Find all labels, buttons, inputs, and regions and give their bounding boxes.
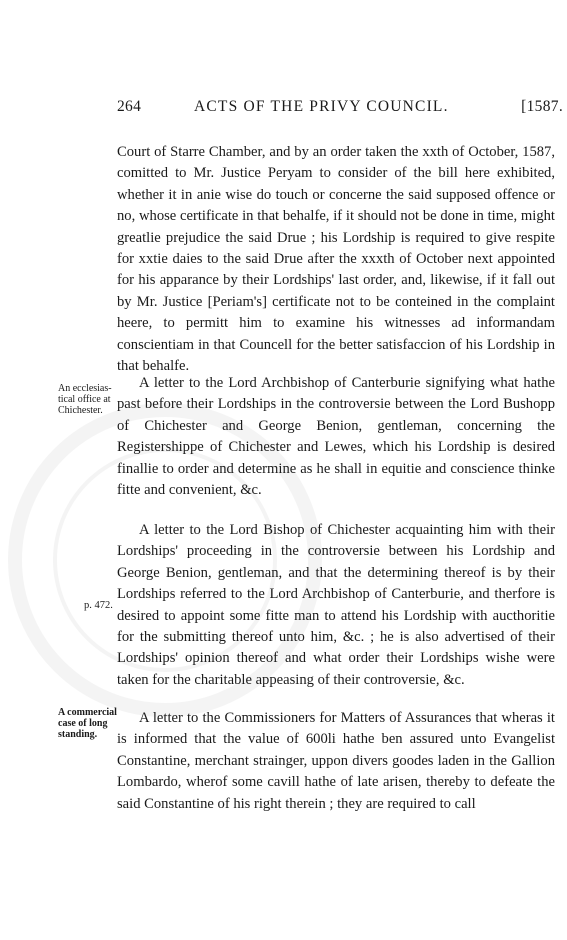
paragraph-text: A letter to the Commissioners for Matters of Assurances that wheras it is informed that the value of 600li hathe ben assured unto Evangelist Constantine, merchant strainger, uppon divers goodes laden in the Gallion Lombardo, wherof some cavill hathe of late arisen, thereby to defeate the said Constantine of his right therein ; they are required to call (117, 710, 555, 812)
margin-note-commercial-case: A commercial case of long standing. (58, 707, 117, 741)
entry-letter-archbishop (117, 373, 555, 501)
year-marker: [1587. (521, 98, 563, 115)
running-header (117, 98, 565, 122)
page-number: 264 (117, 98, 142, 115)
page-reference: p. 472. (84, 600, 113, 611)
paragraph-text: Court of Starre Chamber, and by an order taken the xxth of October, 1587, comitted to Mr. Justice Peryam to consider of the bill here exhibited, whether it in anie wise do touch or concerne the said supposed offence or no, whose certificate in that behalfe, if it should not be done in time, might greatlie prejudice the said Drue ; his Lordship is required to give respite for xxtie daies to the said Drue after the xxxth of October next appointed for his apparance by their Lordships' last order, and, likewise, if it fall out by Mr. Justice [Periam's] certificate not to be conteined in the complaint heere, to permitt him to examine his witnesses ad informandam conscientiam in that Councell for the better satisfaccion of his Lordship in that behalfe. (117, 144, 555, 375)
paragraph-continuation (117, 142, 555, 377)
margin-note-ecclesiastical-office: An ecclesias-tical office at Chichester. (58, 383, 112, 417)
paragraph-text: A letter to the Lord Archbishop of Canterburie signifying what hathe past before their Lordships in the controversie between the Lord Bushopp of Chichester and George Benion, gentleman, concerning the Registershippe of Chichester and Lewes, which his Lordship is desired finallie to order and determine as he shall in equitie and conscience thinke fitte and convenient, &c. (117, 375, 555, 499)
running-title: ACTS OF THE PRIVY COUNCIL. (194, 98, 449, 115)
paragraph-text: A letter to the Lord Bishop of Chichester acquainting him with their Lordships' proceeding in the controversie between his Lordship and George Benion, gentleman, and that the determining thereof is by their Lordships referred to the Lord Archbishop of Canterburie, and therfore is desired to appoint some fitte man to attend his Lordship with aucthoritie for the submitting thereof unto him, &c. ; he is also advertised of their Lordships' opinion thereof and what order their Lordships wishe were taken for the charitable appeasing of their controversie, &c. (117, 522, 555, 688)
entry-letter-bishop (117, 520, 555, 691)
entry-letter-commissioners (117, 708, 555, 815)
